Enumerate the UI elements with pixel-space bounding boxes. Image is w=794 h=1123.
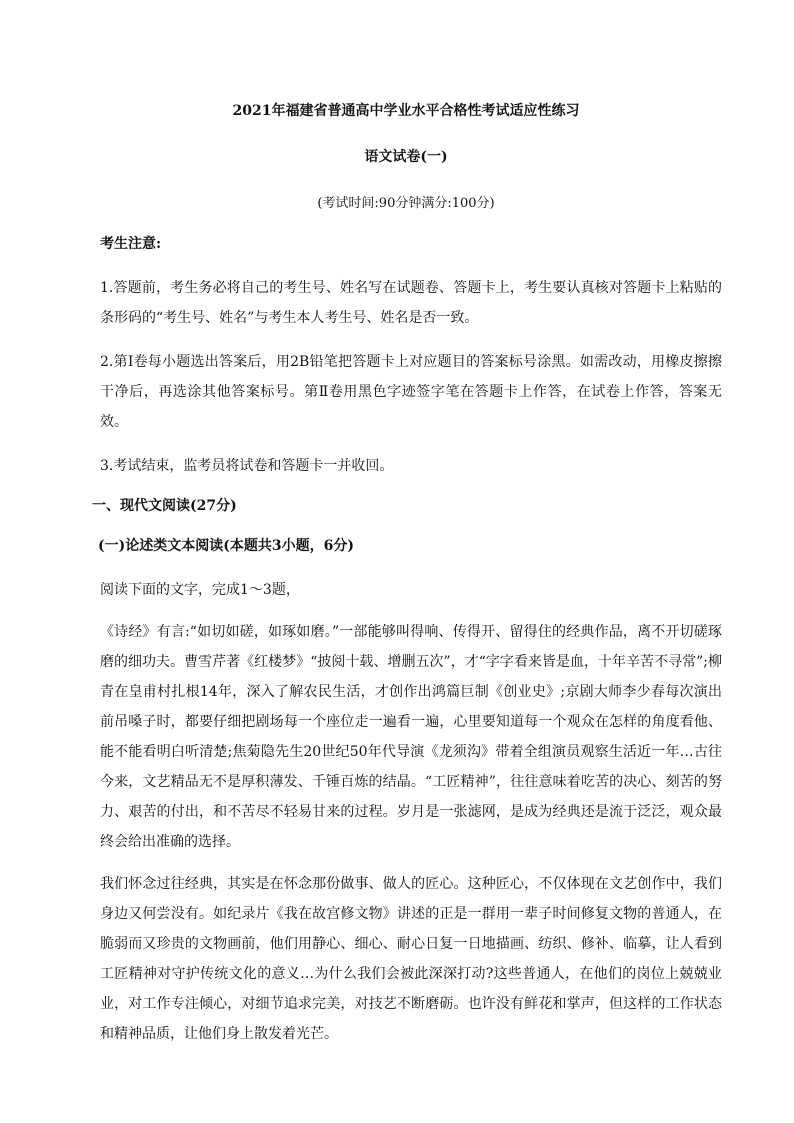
section-heading: 一、现代文阅读(27分) [92,498,237,514]
candidate-notice [100,233,722,481]
exam-subtitle: 语文试卷(一) [364,149,448,165]
subsection-heading: (一)论述类文本阅读(本题共3小题，6分) [98,538,354,554]
notice-item: 2.第Ⅰ卷每小题选出答案后，用2B铅笔把答题卡上对应题目的答案标号涂黑。如需改动，用橡皮擦擦干净后，再选涂其他答案标号。第Ⅱ卷用黑色字迹签字笔在答题卡上作答，在试卷上作答，答案无效。 [100,354,722,430]
exam-duration-score: (考试时间:90分钟满分:100分) [317,196,495,211]
section-modern-reading [92,495,722,1049]
reading-paragraph: 《诗经》有言:“如切如磋，如琢如磨。”一部能够叫得响、传得开、留得住的经典作品，离不开切磋琢磨的细功夫。曹雪芹著《红楼梦》“披阅十载、增删五次”，才“字字看来皆是血，十年辛苦不寻常”;柳青在皇甫村扎根14年，深入了解农民生活，才创作出鸿篇巨制《创业史》;京剧大师李少春每次演出前吊嗓子时，都要仔细把剧场每一个座位走一遍看一遍，心里要知道每一个观众在怎样的角度看他、能不能看明白听清楚;焦菊隐先生20世纪50年代导演《龙须沟》带着全组演员观察生活近一年…古往今来，文艺精品无不是厚积薄发、千锤百炼的结晶。“工匠精神”，往往意味着吃苦的决心、刻苦的努力、艰苦的付出，和不苦尽不轻易甘来的过程。岁月是一张滤网，是成为经典还是流于泛泛，观众最终会给出准确的选择。 [100,624,722,850]
reading-instruction: 阅读下面的文字，完成1～3题， [100,582,300,598]
notice-heading: 考生注意: [100,236,162,252]
exam-title: 2021年福建省普通高中学业水平合格性考试适应性练习 [232,103,580,119]
notice-item: 1.答题前，考生务必将自己的考生号、姓名写在试题卷、答题卡上，考生要认真核对答题卡上粘贴的条形码的“考生号、姓名”与考生本人考生号、姓名是否一致。 [100,280,722,326]
reading-paragraph: 我们怀念过往经典，其实是在怀念那份做事、做人的匠心。这种匠心，不仅体现在文艺创作中，我们身边又何尝没有。如纪录片《我在故宫修文物》讲述的正是一群用一辈子时间修复文物的普通人，在脆弱而又珍贵的文物画前，他们用静心、细心、耐心日复一日地描画、纺织、修补、临摹，让人看到工匠精神对守护传统文化的意义…为什么我们会被此深深打动?这些普通人，在他们的岗位上兢兢业业，对工作专注倾心，对细节追求完美，对技艺不断磨砺。也许没有鲜花和掌声，但这样的工作状态和精神品质，让他们身上散发着光芒。 [100,876,722,1042]
notice-item: 3.考试结束，监考员将试卷和答题卡一并收回。 [100,458,394,474]
